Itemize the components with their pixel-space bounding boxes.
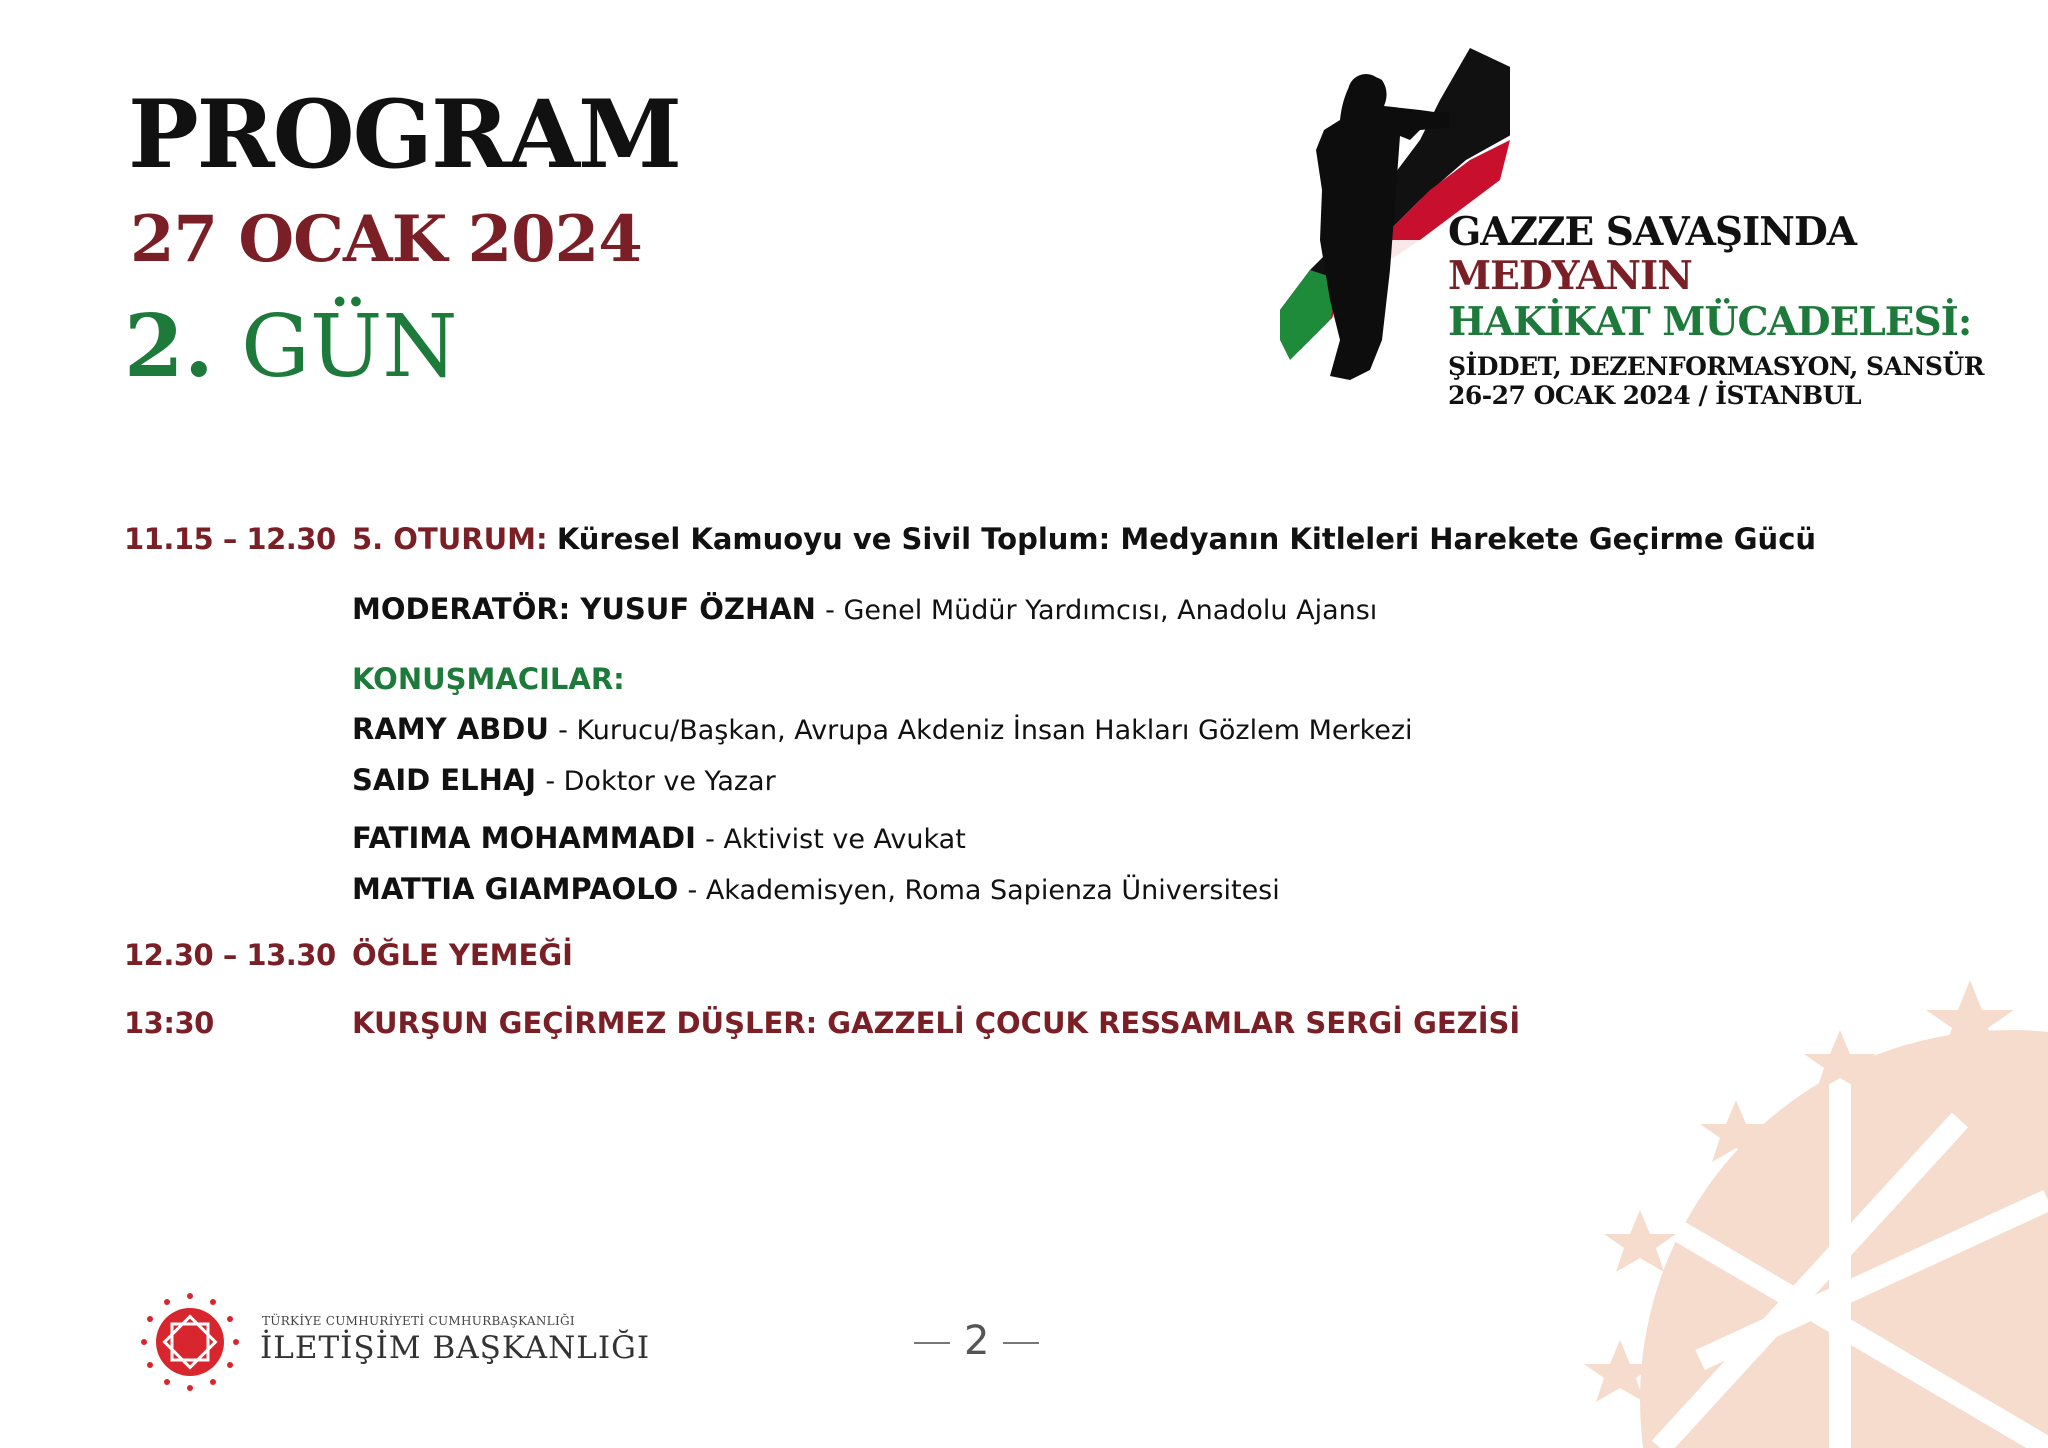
event-title-line2: MEDYANIN [1448,253,1692,299]
page-number-dash-left [914,1342,950,1344]
event-subtitle: ŞİDDET, DEZENFORMASYON, SANSÜR [1448,352,1984,381]
speaker-item [352,712,1413,746]
lunch-title: ÖĞLE YEMEĞİ [352,938,573,972]
session5-label: 5. OTURUM: [352,522,548,556]
moderator-name: MODERATÖR: YUSUF ÖZHAN [352,592,816,626]
moderator-role: - Genel Müdür Yardımcısı, Anadolu Ajansı [825,595,1378,626]
event-title-block [1448,210,1984,410]
speaker-role: - Kurucu/Başkan, Avrupa Akdeniz İnsan Hakları Gözlem Merkezi [558,715,1413,746]
speakers-label: KONUŞMACILAR: [352,662,625,696]
stars-pattern-icon [1540,960,2048,1448]
event-logo [1270,40,1990,440]
lunch-time: 12.30 – 13.30 [124,938,336,972]
exhibition-title: KURŞUN GEÇİRMEZ DÜŞLER: GAZZELİ ÇOCUK RESSAMLAR SERGİ GEZİSİ [352,1006,1521,1040]
speaker-role: - Akademisyen, Roma Sapienza Üniversitesi [687,875,1280,906]
day-heading [124,296,458,397]
session5-title: Küresel Kamuoyu ve Sivil Toplum: Medyanın Kitleleri Harekete Geçirme Gücü [556,522,1817,556]
speaker-item [352,763,776,797]
event-date-place: 26-27 OCAK 2024 / İSTANBUL [1448,381,1862,410]
page-number-dash-right [1003,1342,1039,1344]
date-heading: 27 OCAK 2024 [130,202,642,277]
speaker-item [352,821,966,855]
session5-heading [352,522,1816,556]
footer-org: İLETİŞİM BAŞKANLIĞI [260,1330,651,1366]
speaker-name: SAID ELHAJ [352,763,537,797]
day-number: 2. [124,296,214,397]
star-emblem-icon [138,1290,242,1394]
page-number-value: 2 [964,1318,990,1364]
speaker-name: FATIMA MOHAMMADI [352,821,696,855]
event-title-line3: HAKİKAT MÜCADELESİ: [1448,299,1972,345]
page-number [900,1318,1053,1364]
speaker-name: RAMY ABDU [352,712,549,746]
session5-time: 11.15 – 12.30 [124,522,336,556]
speaker-item [352,872,1280,906]
speaker-role: - Aktivist ve Avukat [705,824,966,855]
day-word: GÜN [241,297,458,397]
moderator-line [352,592,1377,626]
page-title: PROGRAM [128,80,681,190]
exhibition-time: 13:30 [124,1006,214,1040]
speaker-role: - Doktor ve Yazar [545,766,776,797]
event-title-line1: GAZZE SAVAŞINDA [1448,209,1857,255]
speaker-name: MATTIA GIAMPAOLO [352,872,679,906]
footer-org-small: TÜRKİYE CUMHURİYETİ CUMHURBAŞKANLIĞI [262,1314,575,1328]
